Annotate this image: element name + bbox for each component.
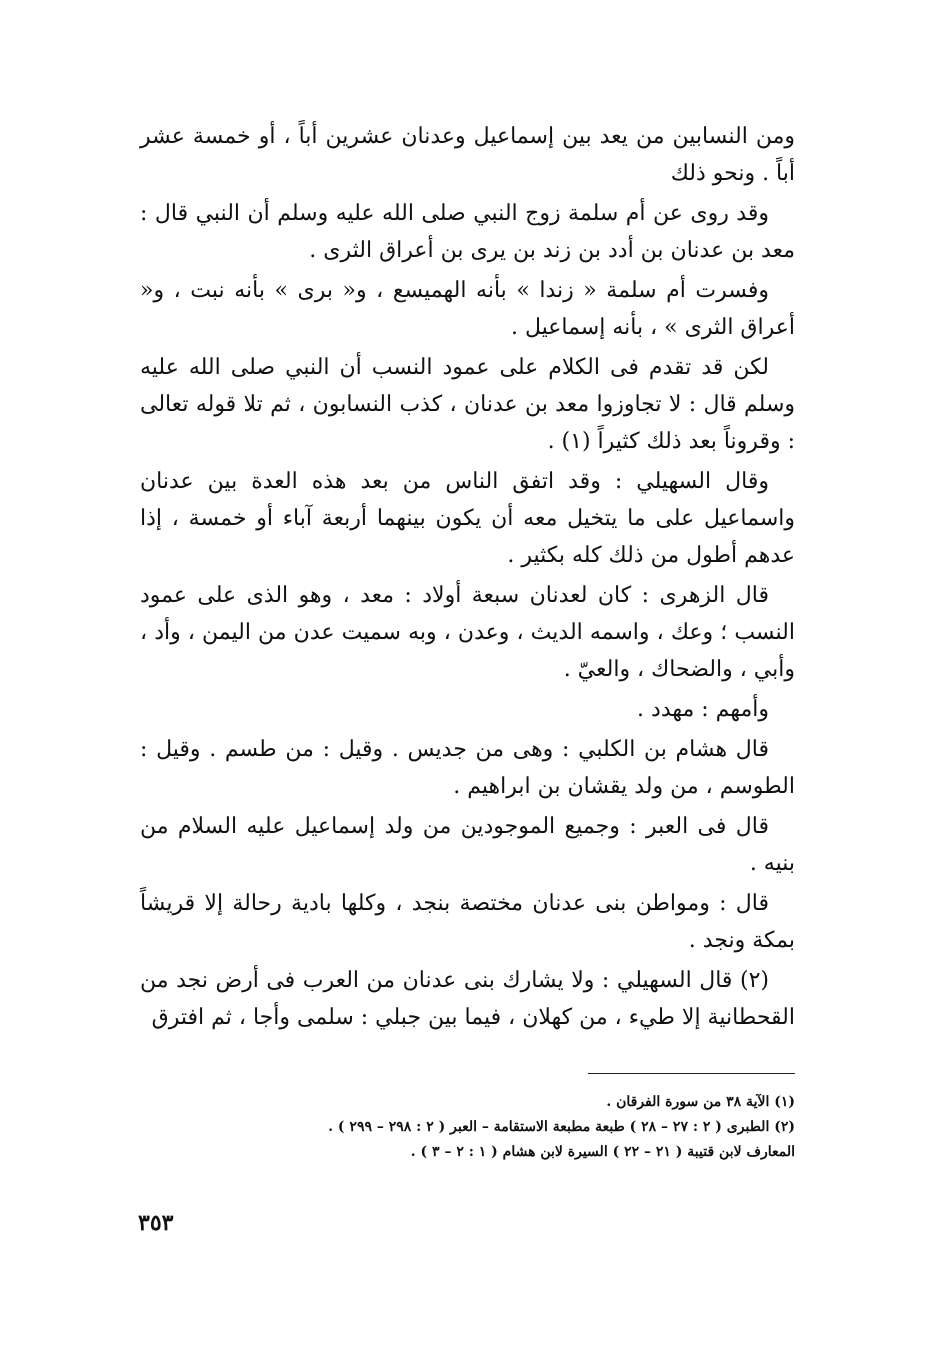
footnote: (١) الآية ٣٨ من سورة الفرقان . xyxy=(606,1094,795,1110)
paragraph: قال هشام بن الكلبي : وهى من جديس . وقيل : من طسم . وقيل : الطوسم ، من ولد يقشان بن ابراهيم . xyxy=(140,737,795,799)
paragraph: وقال السهيلي : وقد اتفق الناس من بعد هذه العدة بين عدنان واسماعيل على ما يتخيل معه أن يكون بينهما أربعة آباء أو خمسة ، إذا عدهم أطول من ذلك كله بكثير . xyxy=(140,469,795,568)
paragraph: وفسرت أم سلمة « زندا » بأنه الهميسع ، و« برى » بأنه نبت ، و« أعراق الثرى » ، بأنه إسماعيل . xyxy=(140,278,795,340)
main-text xyxy=(140,118,795,1039)
paragraph: قال فى العبر : وجميع الموجودين من ولد إسماعيل عليه السلام من بنيه . xyxy=(140,814,795,876)
page-number: ٣٥٣ xyxy=(138,1210,174,1236)
paragraph: وأمهم : مهدد . xyxy=(637,697,769,722)
paragraph: ومن النسابين من يعد بين إسماعيل وعدنان عشرين أباً ، أو خمسة عشر أباً . ونحو ذلك xyxy=(140,124,795,186)
paragraph: قال الزهرى : كان لعدنان سبعة أولاد : معد ، وهو الذى على عمود النسب ؛ وعك ، واسمه الديث ، وعدن ، وبه سميت عدن من اليمن ، وأد ، وأبي ، والضحاك ، والعيّ . xyxy=(140,583,795,682)
paragraph: وقد روى عن أم سلمة زوج النبي صلى الله عليه وسلم أن النبي قال : معد بن عدنان بن أدد بن زند بن يرى بن أعراق الثرى . xyxy=(140,201,795,263)
paragraph: لكن قد تقدم فى الكلام على عمود النسب أن النبي صلى الله عليه وسلم قال : لا تجاوزوا معد بن عدنان ، كذب النسابون ، ثم تلا قوله تعالى : وقروناً بعد ذلك كثيراً (١) . xyxy=(140,355,795,454)
footnote-divider xyxy=(588,1073,795,1074)
footnote: (٢) الطبرى ( ٢ : ٢٧ – ٢٨ ) طبعة مطبعة الاستقامة – العبر ( ٢ : ٢٩٨ – ٢٩٩ ) . xyxy=(328,1119,795,1135)
paragraph: قال : ومواطن بنى عدنان مختصة بنجد ، وكلها بادية رحالة إلا قريشاً بمكة ونجد . xyxy=(140,891,795,953)
paragraph: (٢) قال السهيلي : ولا يشارك بنى عدنان من العرب فى أرض نجد من القحطانية إلا طيء ، من كهلان ، فيما بين جبلي : سلمى وأجا ، ثم افترق xyxy=(140,968,795,1030)
footnotes xyxy=(150,1090,795,1165)
footnote: المعارف لابن قتيبة ( ٢١ – ٢٢ ) السيرة لابن هشام ( ١ : ٢ – ٣ ) . xyxy=(410,1144,795,1160)
